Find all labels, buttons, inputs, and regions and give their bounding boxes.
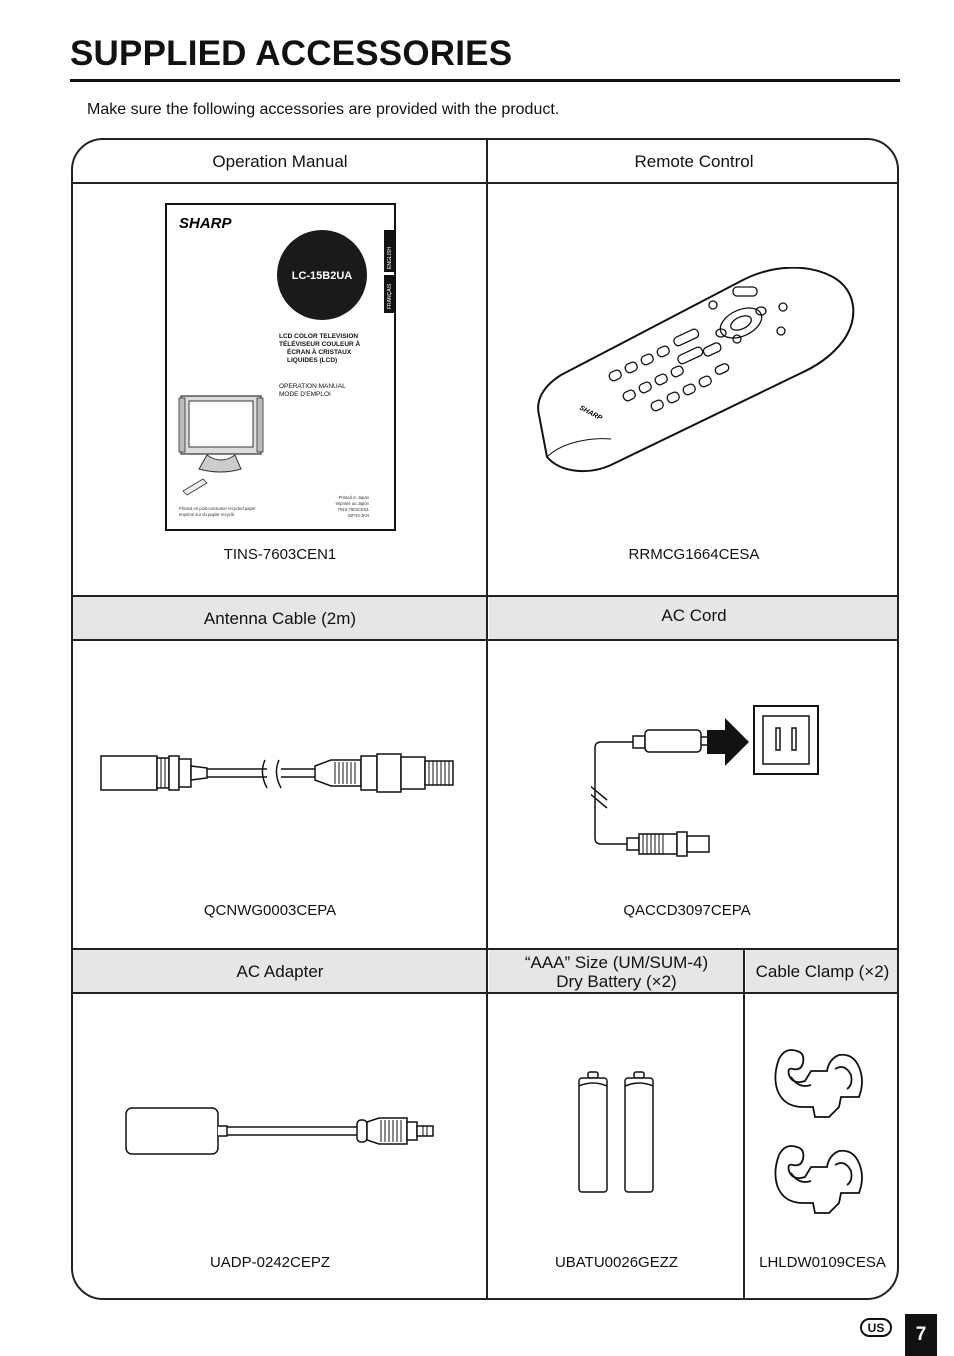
title-rule — [70, 79, 900, 82]
manual-footer-right: 02P10-JKN — [347, 513, 369, 518]
manual-doc-line: MODE D'EMPLOI — [279, 391, 331, 398]
divider — [73, 948, 897, 950]
manual-footer-left: Printed on post-consumer recycled paper. — [179, 506, 257, 511]
manual-footer-left: Imprimé sur du papier recyclé. — [179, 512, 236, 517]
part-number-ac-cord: QACCD3097CEPA — [623, 902, 751, 919]
divider — [73, 992, 897, 994]
remote-brand-logo: SHARP — [578, 404, 603, 423]
battery-illustration — [573, 1070, 663, 1200]
header-ac-adapter: AC Adapter — [73, 950, 487, 993]
header-operation-manual: Operation Manual — [212, 151, 348, 171]
manual-doc-line: OPERATION MANUAL — [279, 383, 346, 390]
part-number-cable-clamp: LHLDW0109CESA — [759, 1254, 886, 1271]
remote-control-illustration — [531, 267, 863, 477]
region-badge: US — [860, 1318, 892, 1337]
header-battery — [489, 950, 744, 993]
manual-footer-right: Printed in Japan — [338, 495, 369, 500]
arrow-right-icon — [707, 718, 749, 766]
manual-footer-right: Imprimé au Japon — [335, 501, 369, 506]
part-number-battery: UBATU0026GEZZ — [554, 1254, 679, 1271]
part-number-antenna-cable: QCNWG0003CEPA — [203, 902, 337, 919]
intro-text: Make sure the following accessories are provided with the product. — [87, 101, 560, 118]
page-title: SUPPLIED ACCESSORIES — [70, 34, 513, 73]
divider — [73, 639, 897, 641]
antenna-cable-illustration — [99, 750, 459, 798]
manual-brand-logo: SHARP — [179, 215, 232, 232]
part-number-ac-adapter: UADP-0242CEPZ — [209, 1254, 331, 1271]
manual-product-line: LIQUIDES (LCD) — [287, 357, 338, 364]
accessories-table — [71, 138, 899, 1300]
manual-lang-en: ENGLISH — [387, 247, 393, 269]
manual-model-label: LC-15B2UA — [291, 270, 353, 282]
page-number: 7 — [905, 1314, 937, 1356]
divider — [486, 140, 488, 1300]
divider — [743, 948, 745, 1300]
header-ac-cord: AC Cord — [489, 597, 899, 640]
operation-manual-illustration — [165, 203, 396, 531]
header-battery-line1: “AAA” Size (UM/SUM-4) — [524, 952, 709, 972]
header-remote-control: Remote Control — [634, 151, 754, 171]
ac-adapter-illustration — [123, 1106, 439, 1158]
ac-cord-illustration — [591, 702, 821, 862]
part-number-remote-control: RRMCG1664CESA — [628, 546, 760, 563]
header-cable-clamp: Cable Clamp (×2) — [746, 950, 899, 993]
divider — [73, 182, 897, 184]
manual-lang-fr: FRANÇAIS — [387, 283, 393, 309]
part-number-operation-manual: TINS-7603CEN1 — [223, 546, 337, 563]
manual-product-line: TÉLÉVISEUR COULEUR À — [279, 341, 361, 348]
header-antenna-cable: Antenna Cable (2m) — [73, 597, 487, 640]
manual-footer-right: TINS-7603CEN1 — [337, 507, 369, 512]
manual-product-line: ÉCRAN À CRISTAUX — [287, 349, 352, 356]
cable-clamp-illustration — [771, 1045, 871, 1225]
header-battery-line2: Dry Battery (×2) — [556, 971, 677, 991]
manual-product-line: LCD COLOR TELEVISION — [279, 333, 359, 340]
divider — [73, 595, 897, 597]
